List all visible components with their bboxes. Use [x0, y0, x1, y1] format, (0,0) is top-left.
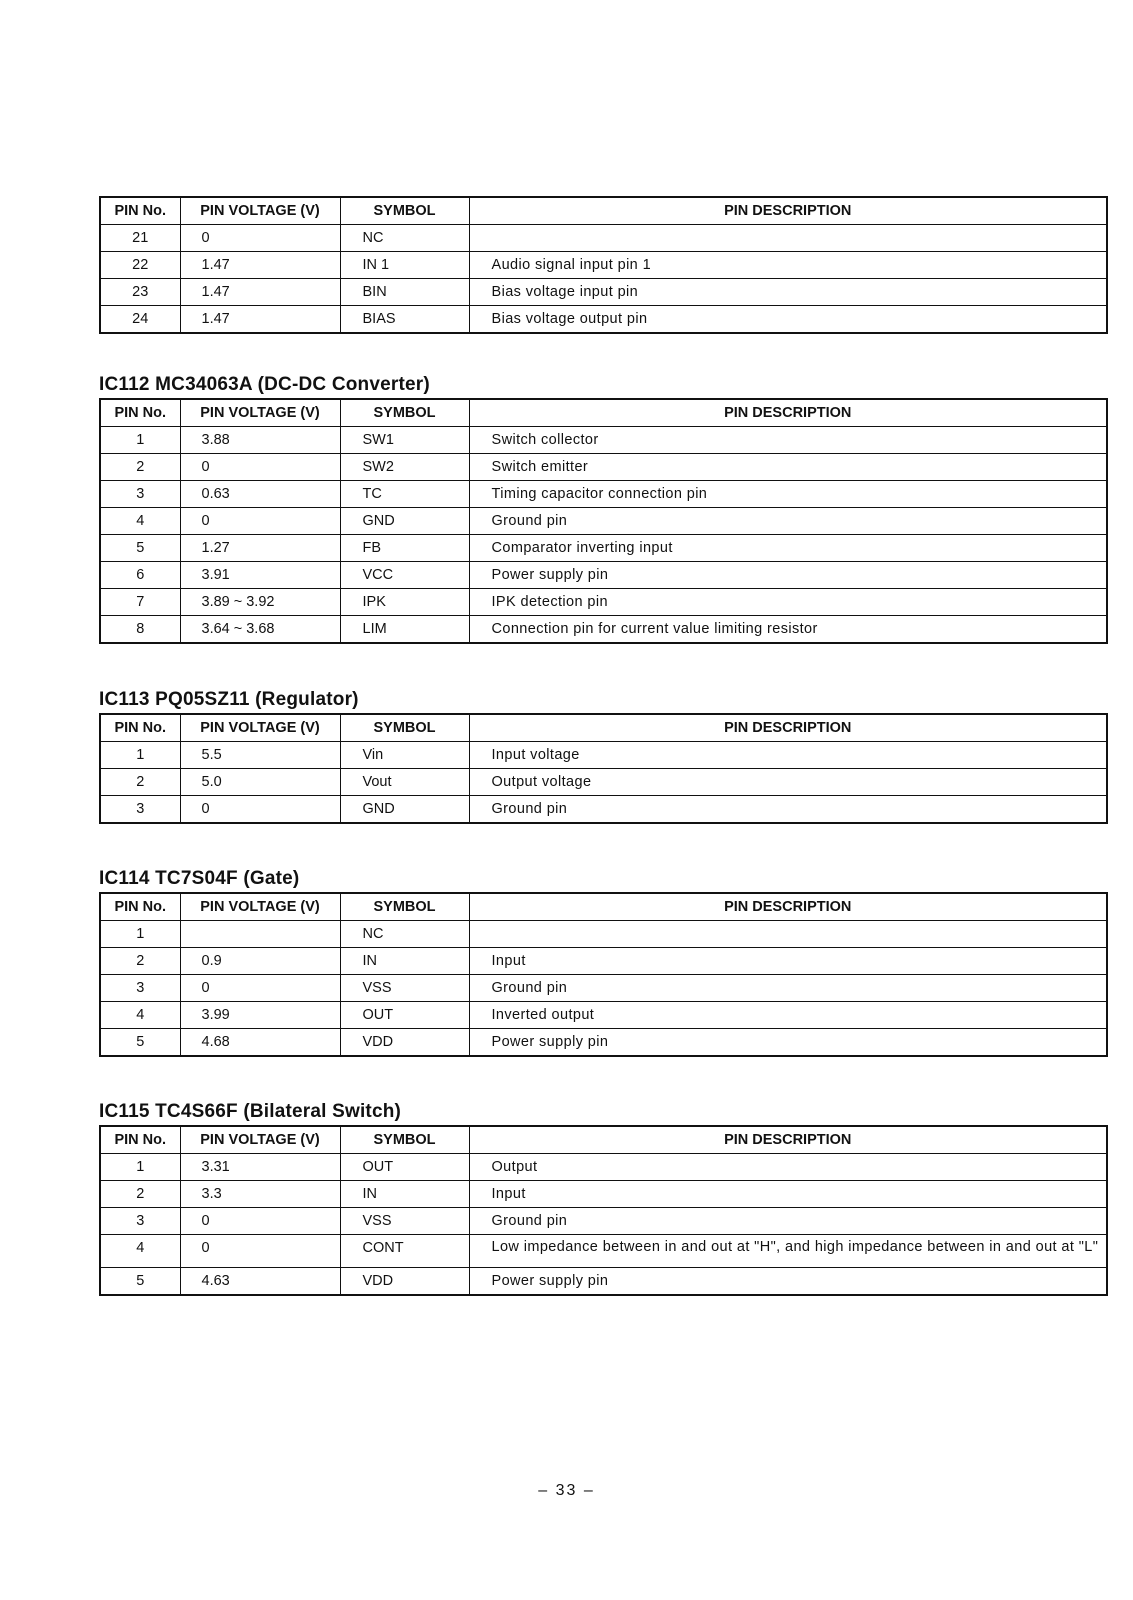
description-cell: Inverted output	[469, 1002, 1107, 1029]
symbol-cell: GND	[340, 796, 469, 824]
table-row	[100, 769, 1107, 796]
table-row	[100, 1268, 1107, 1296]
pin-voltage-cell	[180, 921, 340, 948]
pin-voltage-cell: 5.5	[180, 742, 340, 769]
pin-voltage-cell: 5.0	[180, 769, 340, 796]
symbol-cell: IPK	[340, 589, 469, 616]
header-pin-no: PIN No.	[100, 893, 180, 921]
table-row	[100, 948, 1107, 975]
table-row	[100, 742, 1107, 769]
symbol-cell: CONT	[340, 1235, 469, 1268]
table-row	[100, 1154, 1107, 1181]
symbol-cell: LIM	[340, 616, 469, 644]
pin-voltage-cell: 1.47	[180, 252, 340, 279]
pin-number-cell: 22	[100, 252, 180, 279]
table-row	[100, 481, 1107, 508]
symbol-cell: NC	[340, 225, 469, 252]
header-pin-voltage: PIN VOLTAGE (V)	[180, 893, 340, 921]
description-cell	[469, 225, 1107, 252]
pin-number-cell: 6	[100, 562, 180, 589]
symbol-cell: Vout	[340, 769, 469, 796]
section-title: IC115 TC4S66F (Bilateral Switch)	[99, 1101, 402, 1122]
symbol-cell: OUT	[340, 1154, 469, 1181]
table-row	[100, 306, 1107, 334]
header-pin-no: PIN No.	[100, 1126, 180, 1154]
header-pin-voltage: PIN VOLTAGE (V)	[180, 197, 340, 225]
table-row	[100, 975, 1107, 1002]
pin-voltage-cell: 0	[180, 225, 340, 252]
description-cell: Output voltage	[469, 769, 1107, 796]
table-row	[100, 796, 1107, 824]
symbol-cell: VSS	[340, 1208, 469, 1235]
pin-number-cell: 5	[100, 1268, 180, 1296]
pin-number-cell: 2	[100, 948, 180, 975]
table-row	[100, 1235, 1107, 1268]
table-row	[100, 1208, 1107, 1235]
pin-number-cell: 4	[100, 1002, 180, 1029]
pin-voltage-cell: 4.63	[180, 1268, 340, 1296]
pin-voltage-cell: 0	[180, 975, 340, 1002]
description-cell	[469, 921, 1107, 948]
pin-voltage-cell: 1.47	[180, 279, 340, 306]
pin-voltage-cell: 3.88	[180, 427, 340, 454]
symbol-cell: IN 1	[340, 252, 469, 279]
pin-number-cell: 7	[100, 589, 180, 616]
description-cell: Input voltage	[469, 742, 1107, 769]
header-pin-description: PIN DESCRIPTION	[469, 197, 1107, 225]
description-cell: Comparator inverting input	[469, 535, 1107, 562]
pin-number-cell: 3	[100, 481, 180, 508]
pin-voltage-cell: 0	[180, 454, 340, 481]
header-symbol: SYMBOL	[340, 399, 469, 427]
table-row	[100, 279, 1107, 306]
section-title: IC113 PQ05SZ11 (Regulator)	[99, 689, 359, 710]
description-cell: Low impedance between in and out at "H", and high impedance between in and out at "L"	[469, 1235, 1107, 1268]
description-cell: Ground pin	[469, 975, 1107, 1002]
header-symbol: SYMBOL	[340, 197, 469, 225]
symbol-cell: VCC	[340, 562, 469, 589]
description-cell: Timing capacitor connection pin	[469, 481, 1107, 508]
pin-number-cell: 3	[100, 796, 180, 824]
table-row	[100, 535, 1107, 562]
description-cell: Bias voltage output pin	[469, 306, 1107, 334]
symbol-cell: OUT	[340, 1002, 469, 1029]
symbol-cell: IN	[340, 948, 469, 975]
ic112-section	[99, 374, 1108, 644]
pin-voltage-cell: 3.99	[180, 1002, 340, 1029]
pin-number-cell: 2	[100, 769, 180, 796]
header-pin-description: PIN DESCRIPTION	[469, 893, 1107, 921]
description-cell: Power supply pin	[469, 1268, 1107, 1296]
pin-number-cell: 1	[100, 742, 180, 769]
header-pin-description: PIN DESCRIPTION	[469, 714, 1107, 742]
header-pin-no: PIN No.	[100, 714, 180, 742]
table-row	[100, 427, 1107, 454]
header-symbol: SYMBOL	[340, 714, 469, 742]
ic113-section	[99, 689, 1108, 824]
symbol-cell: FB	[340, 535, 469, 562]
pin-number-cell: 21	[100, 225, 180, 252]
symbol-cell: NC	[340, 921, 469, 948]
pin-number-cell: 1	[100, 921, 180, 948]
pin-table	[99, 892, 1108, 1057]
symbol-cell: TC	[340, 481, 469, 508]
symbol-cell: GND	[340, 508, 469, 535]
ic114-section	[99, 868, 1108, 1057]
symbol-cell: VDD	[340, 1268, 469, 1296]
description-cell: IPK detection pin	[469, 589, 1107, 616]
ic115-section	[99, 1101, 1108, 1296]
section-title: IC114 TC7S04F (Gate)	[99, 868, 300, 889]
symbol-cell: BIN	[340, 279, 469, 306]
description-cell: Input	[469, 948, 1107, 975]
symbol-cell: IN	[340, 1181, 469, 1208]
header-symbol: SYMBOL	[340, 1126, 469, 1154]
pin-voltage-cell: 3.3	[180, 1181, 340, 1208]
symbol-cell: VDD	[340, 1029, 469, 1057]
table-row	[100, 1181, 1107, 1208]
description-cell: Power supply pin	[469, 562, 1107, 589]
section-title: IC112 MC34063A (DC-DC Converter)	[99, 374, 430, 395]
pin-voltage-cell: 3.91	[180, 562, 340, 589]
pin-voltage-cell: 0	[180, 796, 340, 824]
pin-number-cell: 5	[100, 535, 180, 562]
symbol-cell: SW1	[340, 427, 469, 454]
description-cell: Ground pin	[469, 508, 1107, 535]
table-row	[100, 1002, 1107, 1029]
pin-number-cell: 23	[100, 279, 180, 306]
pin-number-cell: 3	[100, 975, 180, 1002]
pin-number-cell: 5	[100, 1029, 180, 1057]
pin-number-cell: 1	[100, 427, 180, 454]
table-row	[100, 562, 1107, 589]
description-cell: Output	[469, 1154, 1107, 1181]
pin-number-cell: 24	[100, 306, 180, 334]
description-cell: Ground pin	[469, 796, 1107, 824]
pin-number-cell: 3	[100, 1208, 180, 1235]
pin-number-cell: 2	[100, 454, 180, 481]
pin-voltage-cell: 3.89 ~ 3.92	[180, 589, 340, 616]
header-row	[100, 1126, 1107, 1154]
table-row	[100, 508, 1107, 535]
header-pin-no: PIN No.	[100, 399, 180, 427]
header-pin-voltage: PIN VOLTAGE (V)	[180, 714, 340, 742]
header-pin-description: PIN DESCRIPTION	[469, 399, 1107, 427]
pin-voltage-cell: 1.27	[180, 535, 340, 562]
symbol-cell: BIAS	[340, 306, 469, 334]
pin-number-cell: 1	[100, 1154, 180, 1181]
header-pin-voltage: PIN VOLTAGE (V)	[180, 399, 340, 427]
pin-voltage-cell: 4.68	[180, 1029, 340, 1057]
pin-voltage-cell: 0	[180, 508, 340, 535]
header-pin-voltage: PIN VOLTAGE (V)	[180, 1126, 340, 1154]
pin-voltage-cell: 3.64 ~ 3.68	[180, 616, 340, 644]
header-pin-description: PIN DESCRIPTION	[469, 1126, 1107, 1154]
symbol-cell: SW2	[340, 454, 469, 481]
symbol-cell: VSS	[340, 975, 469, 1002]
pin-voltage-cell: 0	[180, 1208, 340, 1235]
description-cell: Input	[469, 1181, 1107, 1208]
pin-table	[99, 1125, 1108, 1296]
pin-voltage-cell: 0	[180, 1235, 340, 1268]
header-row	[100, 197, 1107, 225]
pin-number-cell: 4	[100, 1235, 180, 1268]
table-row	[100, 589, 1107, 616]
description-cell: Bias voltage input pin	[469, 279, 1107, 306]
symbol-cell: Vin	[340, 742, 469, 769]
pin-voltage-cell: 1.47	[180, 306, 340, 334]
table-row	[100, 225, 1107, 252]
header-row	[100, 893, 1107, 921]
description-cell: Switch emitter	[469, 454, 1107, 481]
description-cell: Audio signal input pin 1	[469, 252, 1107, 279]
table-row	[100, 454, 1107, 481]
pin-number-cell: 4	[100, 508, 180, 535]
pin-table	[99, 196, 1108, 334]
header-pin-no: PIN No.	[100, 197, 180, 225]
description-cell: Power supply pin	[469, 1029, 1107, 1057]
pin-voltage-cell: 0.63	[180, 481, 340, 508]
pin-table	[99, 398, 1108, 644]
description-cell: Switch collector	[469, 427, 1107, 454]
pin-voltage-cell: 3.31	[180, 1154, 340, 1181]
pin-number-cell: 2	[100, 1181, 180, 1208]
table-row	[100, 921, 1107, 948]
pin-table	[99, 713, 1108, 824]
table-row	[100, 1029, 1107, 1057]
description-cell: Ground pin	[469, 1208, 1107, 1235]
table-row	[100, 616, 1107, 644]
table-row	[100, 252, 1107, 279]
page-number: – 33 –	[538, 1482, 595, 1499]
header-row	[100, 399, 1107, 427]
pin-table-continued	[99, 196, 1108, 334]
header-row	[100, 714, 1107, 742]
pin-number-cell: 8	[100, 616, 180, 644]
header-symbol: SYMBOL	[340, 893, 469, 921]
pin-voltage-cell: 0.9	[180, 948, 340, 975]
description-cell: Connection pin for current value limiting resistor	[469, 616, 1107, 644]
